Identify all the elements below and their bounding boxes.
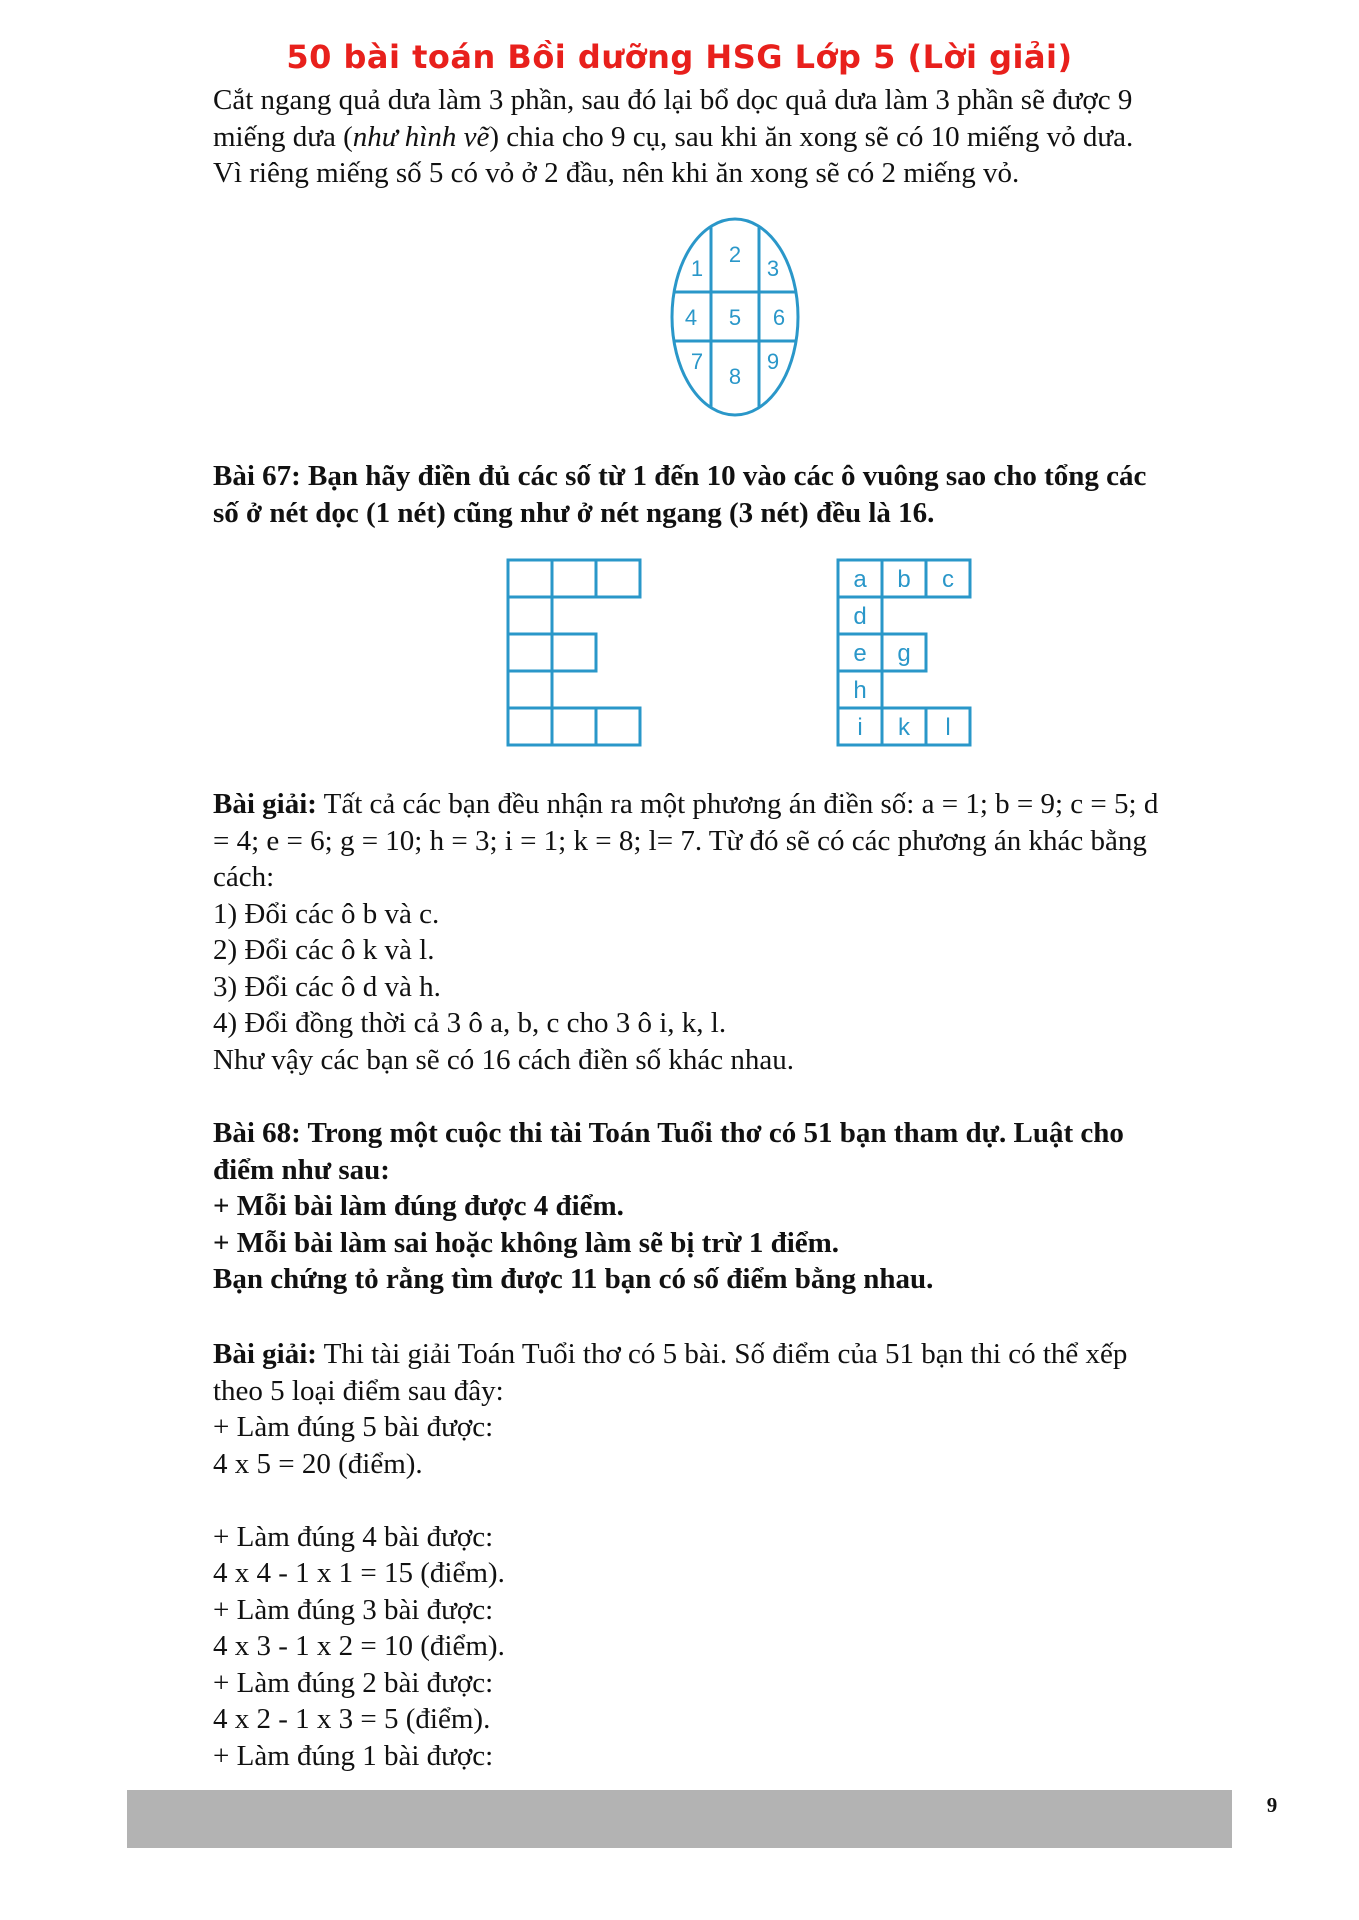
melon-cell: 2 [728, 242, 742, 267]
melon-cell: 6 [772, 305, 786, 330]
solution-label: Bài giải: [213, 1338, 317, 1370]
footer-bar [127, 1790, 1232, 1848]
problem-rule: + Mỗi bài làm đúng được 4 điểm. [213, 1190, 624, 1222]
e-cell-label: b [897, 566, 911, 593]
solution-line: theo 5 loại điểm sau đây: [213, 1374, 504, 1407]
page-number: 9 [1266, 1793, 1278, 1817]
intro-line: miếng dưa (như hình vẽ) chia cho 9 cụ, sau khi ăn xong sẽ có 10 miếng vỏ dưa. [213, 120, 1134, 153]
solution-option: 1) Đổi các ô b và c. [213, 897, 440, 930]
solution-option: 4) Đổi đồng thời cả 3 ô a, b, c cho 3 ô i, k, l. [213, 1007, 727, 1039]
solution-line: Bài giải: Tất cả các bạn đều nhận ra một phương án điền số: a = 1; b = 9; c = 5; d [213, 788, 1159, 820]
problem-line: số ở nét dọc (1 nét) cũng như ở nét ngang (3 nét) đều là 16. [213, 496, 935, 529]
problem-68 [213, 1115, 1263, 1298]
solution-conclusion: Như vậy các bạn sẽ có 16 cách điền số khác nhau. [213, 1043, 794, 1076]
melon-cell: 1 [690, 256, 704, 281]
problem-rule: + Mỗi bài làm sai hoặc không làm sẽ bị trừ 1 điểm. [213, 1226, 840, 1259]
case-calc: 4 x 5 = 20 (điểm). [213, 1447, 423, 1480]
case-calc: 4 x 2 - 1 x 3 = 5 (điểm). [213, 1703, 491, 1735]
solution-67 [213, 786, 1263, 1078]
e-shape-blank [505, 557, 647, 751]
problem-line: Bạn chứng tỏ rằng tìm được 11 bạn có số điểm bằng nhau. [213, 1263, 934, 1295]
e-cell-label: c [942, 566, 954, 593]
e-cell-label: g [897, 640, 911, 667]
melon-cell: 7 [690, 349, 704, 374]
case-calc: 4 x 4 - 1 x 1 = 15 (điểm). [213, 1557, 505, 1589]
intro-line: Vì riêng miếng số 5 có vỏ ở 2 đầu, nên khi ăn xong sẽ có 2 miếng vỏ. [213, 157, 1020, 189]
problem-line: Bài 67: Bạn hãy điền đủ các số từ 1 đến 10 vào các ô vuông sao cho tổng các [213, 460, 1147, 492]
solution-68 [213, 1336, 1263, 1774]
solution-label: Bài giải: [213, 788, 317, 820]
case-calc: 4 x 3 - 1 x 2 = 10 (điểm). [213, 1630, 505, 1662]
page-title: 50 bài toán Bồi dưỡng HSG Lớp 5 (Lời giải) [286, 38, 1073, 76]
melon-cell: 4 [684, 305, 698, 330]
case-title: + Làm đúng 2 bài được: [213, 1666, 494, 1699]
melon-cell: 8 [728, 364, 742, 389]
case-title: + Làm đúng 4 bài được: [213, 1520, 494, 1553]
solution-option: 3) Đổi các ô d và h. [213, 970, 441, 1003]
e-cell-label: d [853, 603, 867, 630]
melon-cell: 9 [766, 349, 780, 374]
melon-cell: 5 [728, 305, 742, 330]
intro-paragraph [213, 82, 1263, 192]
solution-line: cách: [213, 861, 275, 893]
e-cell-label: k [898, 714, 910, 741]
e-cell-label: l [945, 714, 951, 741]
melon-figure [665, 212, 805, 422]
case-title: + Làm đúng 3 bài được: [213, 1593, 494, 1626]
solution-line: Bài giải: Thi tài giải Toán Tuổi thơ có 5 bài. Số điểm của 51 bạn thi có thể xếp [213, 1338, 1128, 1370]
e-cell-label: h [853, 677, 867, 704]
melon-cell: 3 [766, 256, 780, 281]
solution-option: 2) Đổi các ô k và l. [213, 934, 435, 966]
problem-67 [213, 458, 1263, 531]
solution-line: = 4; e = 6; g = 10; h = 3; i = 1; k = 8; l= 7. Từ đó sẽ có các phương án khác bằng [213, 824, 1147, 857]
e-cell-label: i [857, 714, 863, 741]
intro-line: Cắt ngang quả dưa làm 3 phần, sau đó lại bổ dọc quả dưa làm 3 phần sẽ được 9 [213, 84, 1133, 116]
case-title: + Làm đúng 1 bài được: [213, 1739, 494, 1772]
e-shape-labeled [835, 557, 977, 751]
intro-italic: như hình vẽ [352, 120, 490, 153]
problem-line: điểm như sau: [213, 1153, 390, 1186]
e-cell-label: a [853, 566, 867, 593]
e-cell-label: e [853, 640, 867, 667]
case-title: + Làm đúng 5 bài được: [213, 1411, 494, 1443]
blank-line [213, 1482, 1263, 1519]
problem-line: Bài 68: Trong một cuộc thi tài Toán Tuổi thơ có 51 bạn tham dự. Luật cho [213, 1117, 1124, 1149]
